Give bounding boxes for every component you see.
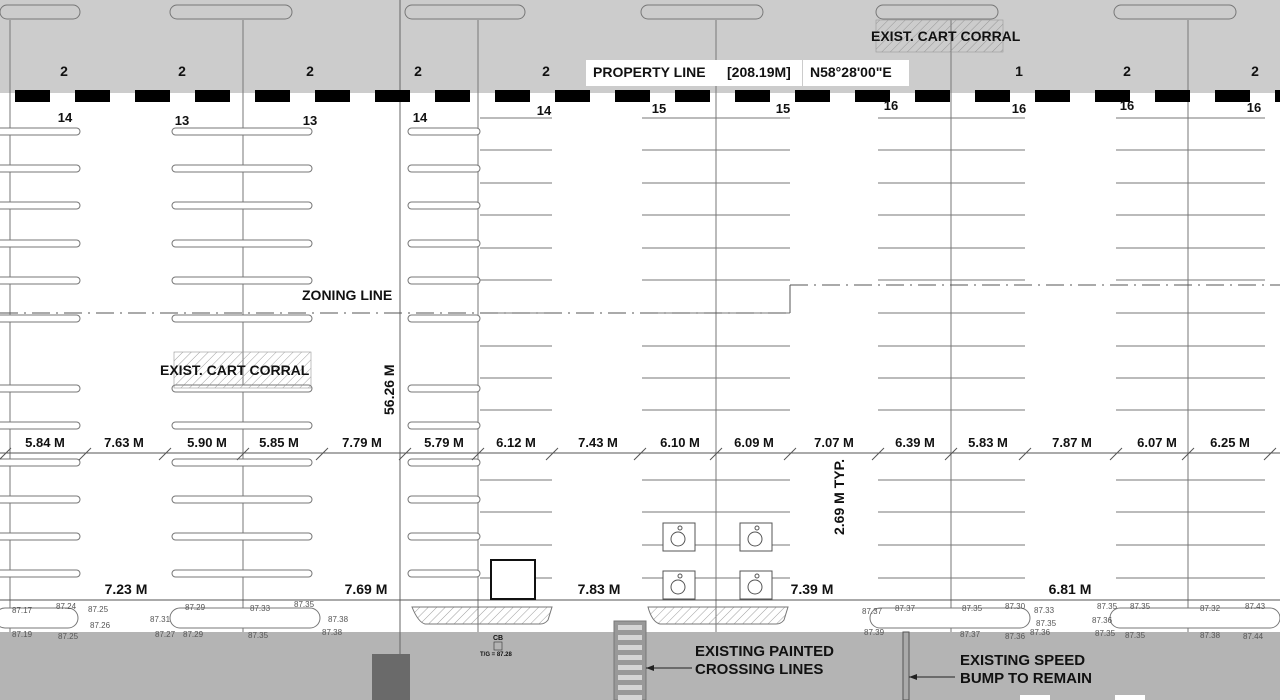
stall-divider-island xyxy=(408,165,480,172)
spot-elevation: 87.37 xyxy=(862,607,883,616)
stall-divider-island xyxy=(0,165,80,172)
top-island xyxy=(1114,5,1236,19)
top-count-label: 2 xyxy=(1123,63,1131,79)
spot-elevation: 87.38 xyxy=(322,628,343,637)
stall-divider-island xyxy=(0,422,80,429)
property-line-dash xyxy=(915,90,950,102)
stall-divider-island xyxy=(408,202,480,209)
property-line-bearing: N58°28'00"E xyxy=(810,64,892,80)
property-line-dash xyxy=(675,90,710,102)
dimension-tick xyxy=(1019,448,1031,460)
spot-elevation: 87.36 xyxy=(1030,628,1051,637)
property-line-dash xyxy=(195,90,230,102)
aisle-dimension-label: 7.63 M xyxy=(104,435,144,450)
property-line-dash xyxy=(315,90,350,102)
stall-divider-island xyxy=(172,570,312,577)
stall-divider-island xyxy=(0,315,80,322)
stall-divider-island xyxy=(0,128,80,135)
speed-bump xyxy=(903,632,909,700)
dimension-tick xyxy=(79,448,91,460)
crossing-stripe xyxy=(618,645,642,650)
aisle-dimension-label: 5.90 M xyxy=(187,435,227,450)
dimension-tick xyxy=(1110,448,1122,460)
property-line-dash xyxy=(135,90,170,102)
top-island xyxy=(876,5,998,19)
crossing-stripe xyxy=(618,695,642,700)
top-island xyxy=(0,5,80,19)
spot-elevation: 87.17 xyxy=(12,606,33,615)
stall-divider-island xyxy=(172,165,312,172)
row-count-label: 16 xyxy=(1119,98,1135,113)
spot-elevation: 87.43 xyxy=(1245,602,1266,611)
row-count-label: 16 xyxy=(1246,100,1262,115)
zoning-line-label: ZONING LINE xyxy=(302,287,393,303)
stall-divider-island xyxy=(0,570,80,577)
painted-crossing-label-1: EXISTING PAINTED xyxy=(695,643,834,660)
spot-elevation: 87.35 xyxy=(1130,602,1151,611)
stall-divider-island xyxy=(408,496,480,503)
row-count-label: 14 xyxy=(536,103,552,118)
spot-elevation: 87.39 xyxy=(864,628,885,637)
dimension-tick xyxy=(784,448,796,460)
property-line-dash xyxy=(1215,90,1250,102)
stall-divider-island xyxy=(408,459,480,466)
row-count-label: 16 xyxy=(1011,101,1027,116)
dimension-tick xyxy=(1264,448,1276,460)
stall-divider-island xyxy=(0,277,80,284)
aisle-dimension-label: 7.79 M xyxy=(342,435,382,450)
stall-divider-island xyxy=(408,315,480,322)
property-line-dash xyxy=(975,90,1010,102)
spot-elevation: 87.19 xyxy=(12,630,33,639)
row-count-label: 14 xyxy=(412,110,428,125)
property-line-dash xyxy=(1155,90,1190,102)
row-count-label: 15 xyxy=(775,101,791,116)
property-line-dash xyxy=(435,90,470,102)
speed-bump-label-2: BUMP TO REMAIN xyxy=(960,670,1092,687)
row-count-label: 15 xyxy=(651,101,667,116)
stall-divider-island xyxy=(408,240,480,247)
top-count-label: 2 xyxy=(178,63,186,79)
stall-divider-island xyxy=(408,385,480,392)
lower-dimension-label: 6.81 M xyxy=(1048,581,1092,597)
stall-divider-island xyxy=(172,422,312,429)
aisle-dimension-label: 5.83 M xyxy=(968,435,1008,450)
property-line-label: PROPERTY LINE xyxy=(593,64,706,80)
bottom-island xyxy=(1110,608,1280,628)
dimension-tick xyxy=(0,448,11,460)
aisle-dimension-label: 6.10 M xyxy=(660,435,700,450)
spot-elevation: 87.37 xyxy=(895,604,916,613)
spot-elevation: 87.35 xyxy=(294,600,315,609)
stall-divider-island xyxy=(408,128,480,135)
painted-crossing-label-2: CROSSING LINES xyxy=(695,661,824,678)
spot-elevation: 87.31 xyxy=(150,615,171,624)
catch-basin-label: CB xyxy=(493,635,504,642)
top-count-label: 2 xyxy=(1251,63,1259,79)
dimension-tick xyxy=(872,448,884,460)
spot-elevation: 87.29 xyxy=(185,603,206,612)
dimension-tick xyxy=(634,448,646,460)
stall-divider-island xyxy=(172,202,312,209)
spot-elevation: 87.38 xyxy=(1200,631,1221,640)
property-line-dash xyxy=(555,90,590,102)
spot-elevation: 87.35 xyxy=(1095,629,1116,638)
dark-structure xyxy=(372,654,410,700)
aisle-dimension-label: 5.79 M xyxy=(424,435,464,450)
spot-elevation: 87.35 xyxy=(1097,602,1118,611)
spot-elevation: 87.29 xyxy=(183,630,204,639)
accessible-stall-icon xyxy=(663,571,695,599)
speed-bump-label-1: EXISTING SPEED xyxy=(960,652,1086,669)
property-line-dash xyxy=(795,90,830,102)
property-line-length: [208.19M] xyxy=(727,64,791,80)
crossing-stripe xyxy=(618,635,642,640)
stall-divider-island xyxy=(172,459,312,466)
spot-elevation: 87.35 xyxy=(1125,631,1146,640)
stall-divider-island xyxy=(0,240,80,247)
top-island xyxy=(170,5,292,19)
aisle-dimension-label: 7.43 M xyxy=(578,435,618,450)
vertical-dimension: 56.26 M xyxy=(381,364,397,415)
stall-divider-island xyxy=(172,315,312,322)
stall-divider-island xyxy=(408,570,480,577)
stall-divider-island xyxy=(172,277,312,284)
spot-elevation: 87.33 xyxy=(250,604,271,613)
stall-divider-island xyxy=(0,385,80,392)
spot-elevation: 87.37 xyxy=(960,630,981,639)
property-line-dash xyxy=(375,90,410,102)
top-island xyxy=(641,5,763,19)
property-line-dash xyxy=(1035,90,1070,102)
catch-basin-tg: T/G = 87.28 xyxy=(480,652,512,658)
bottom-island xyxy=(870,608,1030,628)
property-line-dash xyxy=(75,90,110,102)
lower-dimension-label: 7.83 M xyxy=(577,581,621,597)
spot-elevation: 87.35 xyxy=(248,631,269,640)
spot-elevation: 87.26 xyxy=(90,621,111,630)
spot-elevation: 87.33 xyxy=(1034,606,1055,615)
row-count-label: 16 xyxy=(883,98,899,113)
stall-divider-island xyxy=(0,533,80,540)
aisle-dimension-label: 7.87 M xyxy=(1052,435,1092,450)
stall-divider-island xyxy=(0,496,80,503)
lower-dimension-label: 7.69 M xyxy=(344,581,388,597)
aisle-dimension-label: 6.25 M xyxy=(1210,435,1250,450)
stall-divider-island xyxy=(408,533,480,540)
stall-divider-island xyxy=(408,277,480,284)
spot-elevation: 87.44 xyxy=(1243,632,1264,641)
spot-elevation: 87.27 xyxy=(155,630,176,639)
aisle-dimension-label: 6.12 M xyxy=(496,435,536,450)
spot-elevation: 87.30 xyxy=(1005,602,1026,611)
spot-elevation: 87.38 xyxy=(328,615,349,624)
property-line-dash xyxy=(615,90,650,102)
property-line-dash xyxy=(15,90,50,102)
stall-divider-island xyxy=(408,422,480,429)
spot-elevation: 87.36 xyxy=(1005,632,1026,641)
hatched-island xyxy=(648,607,788,624)
spot-elevation: 87.25 xyxy=(88,605,109,614)
stall-divider-island xyxy=(172,533,312,540)
property-line-dash xyxy=(255,90,290,102)
spot-elevation: 87.36 xyxy=(1092,616,1113,625)
aisle-dimension-label: 6.39 M xyxy=(895,435,935,450)
spot-elevation: 87.25 xyxy=(58,632,79,641)
crossing-stripe xyxy=(618,685,642,690)
stall-divider-island xyxy=(172,128,312,135)
crossing-stripe xyxy=(618,675,642,680)
stall-divider-island xyxy=(0,202,80,209)
accessible-stall-icon xyxy=(740,571,772,599)
top-count-label: 2 xyxy=(542,63,550,79)
utility-box xyxy=(491,560,535,599)
spot-elevation: 87.35 xyxy=(1036,619,1057,628)
dimension-tick xyxy=(399,448,411,460)
lower-dimension-label: 7.39 M xyxy=(790,581,834,597)
aisle-dimension-label: 5.85 M xyxy=(259,435,299,450)
top-count-label: 2 xyxy=(60,63,68,79)
top-count-label: 2 xyxy=(306,63,314,79)
dimension-tick xyxy=(546,448,558,460)
spot-elevation: 87.32 xyxy=(1200,604,1221,613)
stall-divider-island xyxy=(172,240,312,247)
crossing-stripe xyxy=(618,665,642,670)
crossing-stripe xyxy=(618,655,642,660)
aisle-dimension-label: 7.07 M xyxy=(814,435,854,450)
property-line-dash xyxy=(495,90,530,102)
lower-dimension-label: 7.23 M xyxy=(104,581,148,597)
spot-elevation: 87.35 xyxy=(962,604,983,613)
stall-divider-island xyxy=(172,496,312,503)
top-count-label: 1 xyxy=(1015,63,1023,79)
accessible-stall-icon xyxy=(740,523,772,551)
row-count-label: 13 xyxy=(174,113,190,128)
pavement-marking xyxy=(1115,695,1145,700)
stall-divider-island xyxy=(0,459,80,466)
cart-corral-top-label: EXIST. CART CORRAL xyxy=(871,28,1021,44)
aisle-dimension-label: 5.84 M xyxy=(25,435,65,450)
top-island xyxy=(405,5,525,19)
crossing-stripe xyxy=(618,625,642,630)
pavement-marking xyxy=(1020,695,1050,700)
property-line-dash xyxy=(735,90,770,102)
aisle-dimension-label: 6.09 M xyxy=(734,435,774,450)
accessible-stall-icon xyxy=(663,523,695,551)
top-count-label: 2 xyxy=(414,63,422,79)
cart-corral-left-label: EXIST. CART CORRAL xyxy=(160,362,310,378)
stall-width-dimension: 2.69 M TYP. xyxy=(831,458,847,535)
dimension-tick xyxy=(316,448,328,460)
dimension-tick xyxy=(159,448,171,460)
hatched-island xyxy=(412,607,552,624)
row-count-label: 13 xyxy=(302,113,318,128)
spot-elevation: 87.24 xyxy=(56,602,77,611)
row-count-label: 14 xyxy=(57,110,73,125)
aisle-dimension-label: 6.07 M xyxy=(1137,435,1177,450)
property-line-dash xyxy=(1275,90,1280,102)
